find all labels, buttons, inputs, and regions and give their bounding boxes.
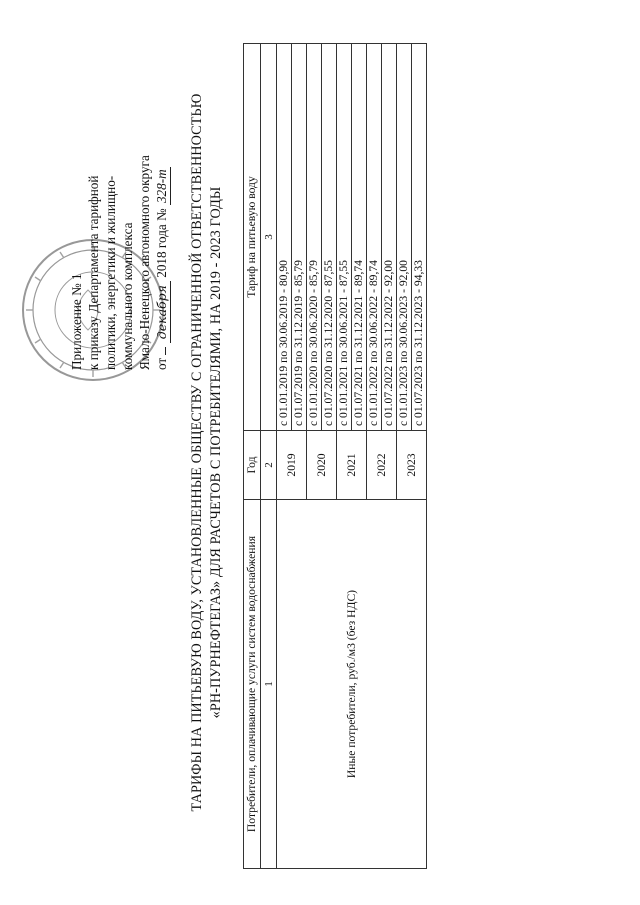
tariff-cell [337, 44, 367, 431]
tariff-period: с 01.01.2019 по 30.06.2019 - 80,90 [277, 260, 290, 426]
tariff-period: с 01.01.2021 по 30.06.2021 - 87,55 [337, 260, 350, 426]
column-number-row [261, 44, 277, 869]
table-row [277, 44, 307, 869]
document-title [188, 40, 226, 865]
tariff-cell [277, 44, 307, 431]
title-line-1: ТАРИФЫ НА ПИТЬЕВУЮ ВОДУ, УСТАНОВЛЕННЫЕ ОБЩЕСТВУ С ОГРАНИЧЕННОЙ ОТВЕТСТВЕННОСТЬЮ [189, 93, 205, 812]
year-cell: 2021 [337, 431, 367, 500]
tariff-period: с 01.07.2021 по 31.12.2021 - 89,74 [351, 44, 366, 430]
tariff-period: с 01.07.2022 по 31.12.2022 - 92,00 [381, 44, 396, 430]
year-cell: 2020 [307, 431, 337, 500]
tariff-cell [307, 44, 337, 431]
tariff-cell [397, 44, 427, 431]
annex-line-4: коммунального комплекса [120, 222, 135, 370]
tariff-period: с 01.07.2020 по 31.12.2020 - 87,55 [321, 44, 336, 430]
annex-date-prefix: от [154, 357, 169, 370]
annex-line-5: Ямало-Ненецкого автономного округа [137, 155, 152, 370]
annex-line-1: Приложение № 1 [69, 273, 84, 370]
annex-line-2: к приказу Департамента тарифной [86, 175, 101, 370]
annex-order-number: 328-т [154, 169, 169, 204]
year-cell: 2019 [277, 431, 307, 500]
annex-line-3: политики, энергетики и жилищно- [103, 175, 118, 370]
tariff-cell [367, 44, 397, 431]
tariff-period: с 01.07.2023 по 31.12.2023 - 94,33 [411, 44, 426, 430]
year-cell: 2022 [367, 431, 397, 500]
table-header-row [244, 44, 261, 869]
header-year: Год [244, 431, 261, 500]
column-number: 3 [261, 44, 277, 431]
title-line-2: «РН-ПУРНЕФТЕГАЗ» ДЛЯ РАСЧЕТОВ С ПОТРЕБИТЕЛЯМИ, НА 2019 - 2023 ГОДЫ [208, 186, 224, 719]
annex-date-line [153, 30, 170, 370]
column-number: 1 [261, 500, 277, 869]
column-number: 2 [261, 431, 277, 500]
header-tariff: Тариф на питьевую воду [244, 44, 261, 431]
annex-date-year: 2018 года № [154, 208, 169, 278]
consumer-group-cell: Иные потребители, руб./м3 (без НДС) [277, 500, 427, 869]
table-body [277, 44, 427, 869]
annex-date-day [165, 347, 166, 355]
tariff-table [243, 43, 427, 869]
annex-block [68, 30, 170, 370]
year-cell: 2023 [397, 431, 427, 500]
tariff-period: с 01.01.2023 по 30.06.2023 - 92,00 [397, 260, 410, 426]
header-consumers: Потребители, оплачивающие услуги систем водоснабжения [244, 500, 261, 869]
tariff-period: с 01.01.2020 по 30.06.2020 - 85,79 [307, 260, 320, 426]
annex-date-month: декабря [153, 281, 171, 343]
tariff-period: с 01.07.2019 по 31.12.2019 - 85,79 [291, 44, 306, 430]
tariff-period: с 01.01.2022 по 30.06.2022 - 89,74 [367, 260, 380, 426]
